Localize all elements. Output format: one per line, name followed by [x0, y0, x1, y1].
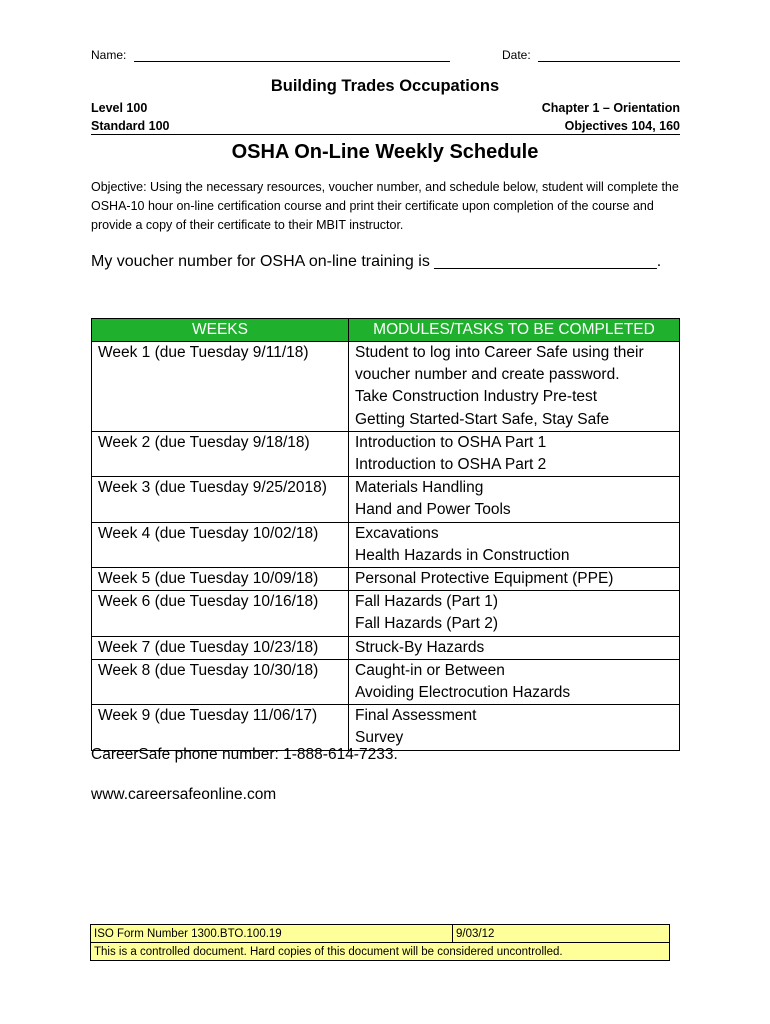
task-item: Avoiding Electrocution Hazards [355, 684, 571, 702]
tasks-column-header: MODULES/TASKS TO BE COMPLETED [349, 319, 680, 342]
tasks-cell [349, 342, 680, 432]
form-number: ISO Form Number 1300.BTO.100.19 [91, 925, 453, 943]
task-item: Student to log into Career Safe using their voucher number and create password. [355, 344, 644, 384]
task-item: Introduction to OSHA Part 1 [355, 433, 547, 451]
form-date: 9/03/12 [453, 925, 670, 943]
task-item: Introduction to OSHA Part 2 [355, 456, 547, 474]
phone-number-text: CareerSafe phone number: 1-888-614-7233. [91, 746, 398, 763]
date-blank-line [538, 61, 680, 62]
task-item: Final Assessment [355, 707, 477, 725]
week-cell: Week 7 (due Tuesday 10/23/18) [92, 636, 349, 659]
tasks-cell [349, 636, 680, 659]
table-row [92, 659, 680, 704]
tasks-cell [349, 591, 680, 636]
task-item: Getting Started-Start Safe, Stay Safe [355, 410, 610, 428]
task-item: Hand and Power Tools [355, 501, 511, 519]
week-cell: Week 1 (due Tuesday 9/11/18) [92, 342, 349, 432]
tasks-cell [349, 477, 680, 522]
schedule-table [91, 318, 680, 751]
name-label: Name: [91, 48, 127, 62]
header-divider [91, 134, 680, 135]
table-row [92, 477, 680, 522]
controlled-document-note: This is a controlled document. Hard copies of this document will be considered uncontrolled. [91, 943, 670, 961]
task-item: Struck-By Hazards [355, 638, 485, 656]
table-row [92, 705, 680, 750]
table-row [92, 636, 680, 659]
footer-box [90, 924, 670, 961]
task-item: Materials Handling [355, 479, 484, 497]
table-row [92, 431, 680, 476]
footer-row [91, 925, 670, 943]
objective-paragraph: Objective: Using the necessary resources, voucher number, and schedule below, student will complete the OSHA-10 hour on-line certification course and print their certificate upon completion of the course and provide a copy of their certificate to their MBIT instructor. [91, 180, 679, 232]
weeks-column-header: WEEKS [92, 319, 349, 342]
document-title: OSHA On-Line Weekly Schedule [231, 141, 539, 163]
task-item: Personal Protective Equipment (PPE) [355, 570, 614, 588]
task-item: Caught-in or Between [355, 661, 505, 679]
task-item: Excavations [355, 524, 439, 542]
level-label: Level 100 [91, 101, 148, 115]
week-cell: Week 9 (due Tuesday 11/06/17) [92, 705, 349, 750]
tasks-cell [349, 522, 680, 567]
table-row [92, 568, 680, 591]
task-item: Fall Hazards (Part 2) [355, 615, 498, 633]
tasks-cell [349, 705, 680, 750]
schedule-header-row [92, 319, 680, 342]
objectives-label: Objectives 104, 160 [564, 119, 680, 133]
task-item: Health Hazards in Construction [355, 546, 570, 564]
schedule-body [92, 342, 680, 751]
tasks-cell [349, 431, 680, 476]
tasks-cell [349, 568, 680, 591]
task-item: Fall Hazards (Part 1) [355, 593, 498, 611]
week-cell: Week 3 (due Tuesday 9/25/2018) [92, 477, 349, 522]
date-label: Date: [502, 48, 531, 62]
voucher-line: My voucher number for OSHA on-line training is _________________________. [91, 253, 662, 270]
footer-row [91, 943, 670, 961]
name-blank-line [134, 61, 450, 62]
week-cell: Week 6 (due Tuesday 10/16/18) [92, 591, 349, 636]
table-row [92, 591, 680, 636]
chapter-label: Chapter 1 – Orientation [541, 101, 680, 115]
website-text: www.careersafeonline.com [91, 786, 277, 803]
course-title: Building Trades Occupations [270, 77, 500, 95]
week-cell: Week 8 (due Tuesday 10/30/18) [92, 659, 349, 704]
tasks-cell [349, 659, 680, 704]
week-cell: Week 4 (due Tuesday 10/02/18) [92, 522, 349, 567]
table-row [92, 342, 680, 432]
table-row [92, 522, 680, 567]
task-item: Take Construction Industry Pre-test [355, 388, 598, 406]
task-item: Survey [355, 729, 404, 747]
standard-label: Standard 100 [91, 119, 170, 133]
week-cell: Week 2 (due Tuesday 9/18/18) [92, 431, 349, 476]
week-cell: Week 5 (due Tuesday 10/09/18) [92, 568, 349, 591]
